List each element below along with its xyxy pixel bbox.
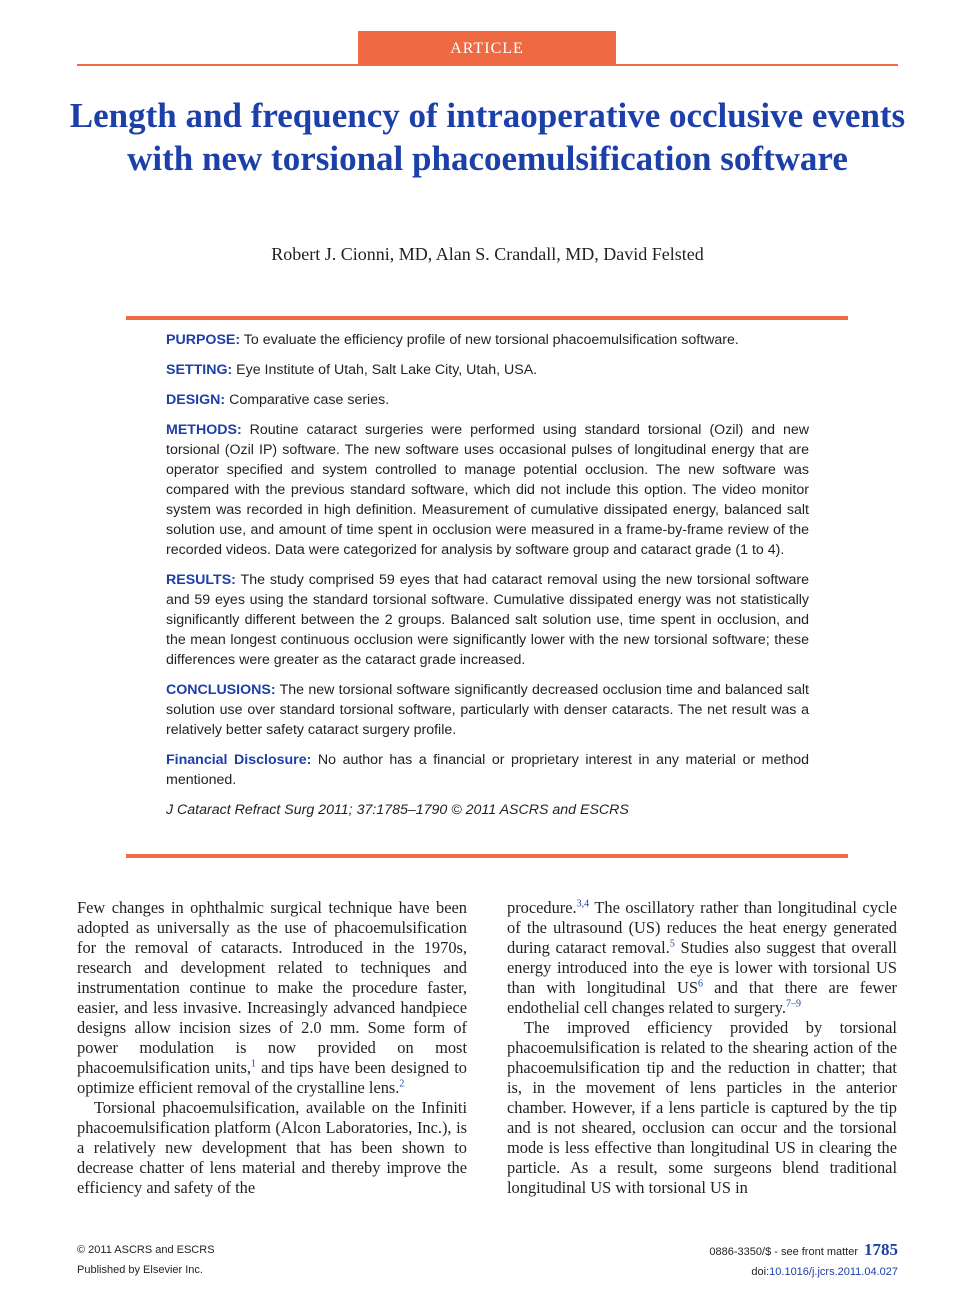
methods-text: Routine cataract surgeries were performed using standard torsional (Ozil) and new torsional (Ozil IP) software. The new software uses occasional pulses of longitudinal energy that are operator specified and system controlled to manage potential occlusion. The new software was compared with the previous standard software, which did not include this option. The video monitor system was recorded in high definition. Measurement of cumulative dissipated energy, balanced salt solution use, and amount of time spent in occlusion were measured in a frame-by-frame review of the recorded videos. Data were categorized for analysis by software group and cataract grade (1 to 4). xyxy=(166,422,809,558)
intro-paragraph-2: Torsional phacoemulsification, available on the Infiniti phacoemulsification platform (Alcon Laboratories, Inc.), is a relatively new development that has been shown to decrease chatter of lens material and thereby improve the efficiency and safety of the xyxy=(77,1098,467,1197)
footer-left xyxy=(77,1240,215,1280)
reference-link[interactable]: 5 xyxy=(669,938,675,950)
reference-link[interactable]: 2 xyxy=(399,1078,405,1090)
abstract-purpose xyxy=(166,330,809,350)
results-text: The study comprised 59 eyes that had cataract removal using the new torsional software and 59 eyes using the standard torsional software. Cumulative dissipated energy was not statistically significantly different between the 2 groups. Balanced salt solution use, time spent in occlusion, and the mean longest continuous occlusion were significantly lower with the new torsional software; these differences were greater as the cataract grade increased. xyxy=(166,572,809,668)
intro-text-3b: The oscillatory rather than longitudinal cycle of the ultrasound (US) reduces the heat energy generated during cataract removal. xyxy=(507,898,897,957)
doi-prefix: doi: xyxy=(751,1266,770,1278)
body-column-right xyxy=(507,898,897,1198)
author-list: Robert J. Cionni, MD, Alan S. Crandall, MD, David Felsted xyxy=(271,244,704,264)
reference-link[interactable]: 6 xyxy=(697,978,703,990)
article-title: Length and frequency of intraoperative occlusive events with new torsional phacoemulsification software xyxy=(69,96,906,178)
footer-right xyxy=(709,1240,898,1282)
intro-paragraph-1 xyxy=(77,898,467,1098)
section-tag: ARTICLE xyxy=(358,31,616,65)
body-column-left xyxy=(77,898,467,1198)
abstract-setting xyxy=(166,360,809,380)
intro-text-3c: Studies also suggest that overall energy introduced into the eye is lower with torsional US than with longitudinal US xyxy=(507,938,897,997)
intro-text-1a: Few changes in ophthalmic surgical technique have been adopted as universally as the use of phacoemulsification for the removal of cataracts. Introduced in the 1970s, research and development related to techniques and instrumentation continue to make the procedure faster, easier, and less invasive. Increasingly advanced handpiece designs allow incision sizes of 2.0 mm. Some form of power modulation is now provided on most phacoemulsification units, xyxy=(77,898,467,1077)
reference-link[interactable]: 1 xyxy=(251,1058,257,1070)
conclusions-text: The new torsional software significantly decreased occlusion time and balanced salt solution use over standard torsional software, particularly with denser cataracts. The net result was a relatively better safety cataract surgery profile. xyxy=(166,682,809,738)
reference-link[interactable]: 3,4 xyxy=(576,898,590,910)
disclosure-text: No author has a financial or proprietary interest in any material or method mentioned. xyxy=(166,752,809,788)
abstract-methods xyxy=(166,420,809,560)
abstract-design xyxy=(166,390,809,410)
abstract-disclosure xyxy=(166,750,809,790)
doi-link[interactable]: 10.1016/j.jcrs.2011.04.027 xyxy=(769,1266,898,1278)
reference-link[interactable]: 7–9 xyxy=(785,998,801,1010)
page-number: 1785 xyxy=(864,1240,898,1259)
journal-citation: J Cataract Refract Surg 2011; 37:1785–1790 © 2011 ASCRS and ESCRS xyxy=(166,802,629,818)
abstract-top-rule xyxy=(126,316,848,320)
results-label: RESULTS: xyxy=(166,572,236,588)
methods-label: METHODS: xyxy=(166,422,242,438)
issn-line xyxy=(709,1240,898,1262)
design-text: Comparative case series. xyxy=(225,392,390,408)
intro-paragraph-4: The improved efficiency provided by torsional phacoemulsification is related to the shearing action of the phacoemulsification tip and the reduction in chatter; that is, in the movement of lens particles in the anterior chamber. However, if a lens particle is captured by the tip and is not sheared, occlusion can occur and the torsional mode is less effective than longitudinal US in clearing the particle. As a result, some surgeons blend traditional longitudinal US with torsional US in xyxy=(507,1018,897,1197)
purpose-text: To evaluate the efficiency profile of new torsional phacoemulsification software. xyxy=(240,332,739,348)
design-label: DESIGN: xyxy=(166,392,226,408)
disclosure-label: Financial Disclosure: xyxy=(166,752,312,768)
header-rule xyxy=(77,64,898,66)
intro-text-1b: and tips have been designed to optimize efficient removal of the crystalline lens. xyxy=(77,1058,468,1097)
intro-text-3d: and that there are fewer endothelial cell changes related to surgery. xyxy=(507,978,897,1017)
intro-text-3a: procedure. xyxy=(507,898,577,917)
purpose-label: PURPOSE: xyxy=(166,332,241,348)
setting-label: SETTING: xyxy=(166,362,233,378)
copyright-line: © 2011 ASCRS and ESCRS xyxy=(77,1244,215,1256)
abstract xyxy=(166,330,809,830)
publisher-line: Published by Elsevier Inc. xyxy=(77,1264,203,1276)
abstract-results xyxy=(166,570,809,670)
abstract-conclusions xyxy=(166,680,809,740)
intro-paragraph-3 xyxy=(507,898,897,1018)
conclusions-label: CONCLUSIONS: xyxy=(166,682,276,698)
setting-text: Eye Institute of Utah, Salt Lake City, Utah, USA. xyxy=(232,362,538,378)
doi-line xyxy=(709,1262,898,1282)
abstract-bottom-rule xyxy=(126,854,848,858)
issn-text: 0886-3350/$ - see front matter xyxy=(709,1246,858,1258)
